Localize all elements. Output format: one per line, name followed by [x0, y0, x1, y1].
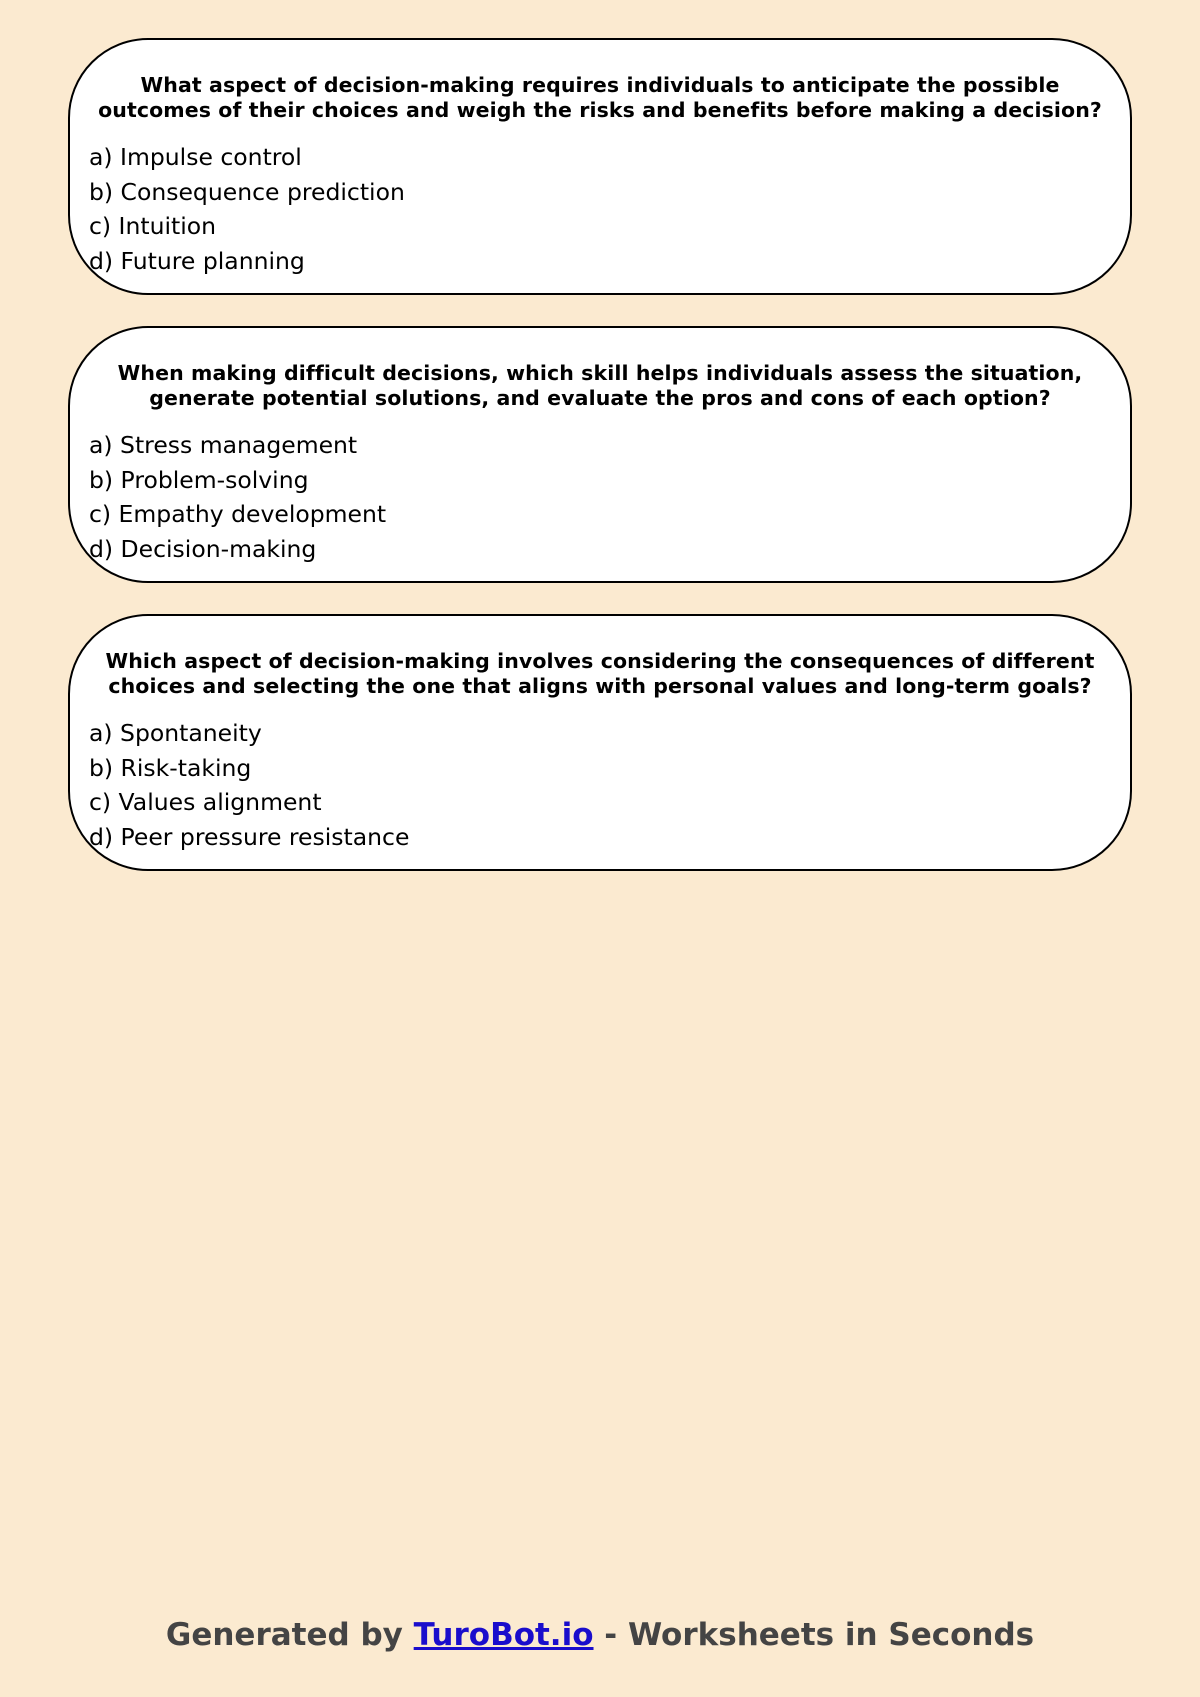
- question-text: What aspect of decision-making requires individuals to anticipate the possible outcomes of their choices and weigh the risks and benefits before making a decision?: [98, 73, 1102, 122]
- option-b: b) Problem-solving: [89, 465, 309, 494]
- question-list: [68, 38, 1132, 902]
- option-b: b) Risk-taking: [89, 753, 252, 782]
- question-card-2: [68, 326, 1132, 583]
- question-card-3: [68, 614, 1132, 871]
- footer-prefix: Generated by: [165, 1617, 414, 1653]
- question-text: When making difficult decisions, which skill helps individuals assess the situation, generate potential solutions, and evaluate the pros and cons of each option?: [117, 361, 1083, 410]
- option-a: a) Impulse control: [89, 143, 302, 171]
- option-d: d) Decision-making: [89, 534, 317, 563]
- option-c: c) Empathy development: [89, 500, 387, 528]
- footer-suffix: - Worksheets in Seconds: [593, 1617, 1035, 1653]
- turobot-link[interactable]: TuroBot.io: [413, 1617, 594, 1653]
- options-list: [89, 140, 405, 278]
- footer: [0, 1617, 1200, 1653]
- option-d: d) Future planning: [89, 246, 305, 275]
- option-a: a) Spontaneity: [89, 719, 262, 747]
- options-list: [89, 428, 386, 566]
- option-a: a) Stress management: [89, 431, 358, 459]
- question-text: Which aspect of decision-making involves considering the consequences of different choices and selecting the one that aligns with personal values and long-term goals?: [105, 649, 1095, 698]
- option-b: b) Consequence prediction: [89, 177, 405, 206]
- option-c: c) Intuition: [89, 212, 217, 240]
- option-d: d) Peer pressure resistance: [89, 822, 410, 851]
- options-list: [89, 716, 409, 854]
- question-card-1: [68, 38, 1132, 295]
- option-c: c) Values alignment: [89, 788, 322, 816]
